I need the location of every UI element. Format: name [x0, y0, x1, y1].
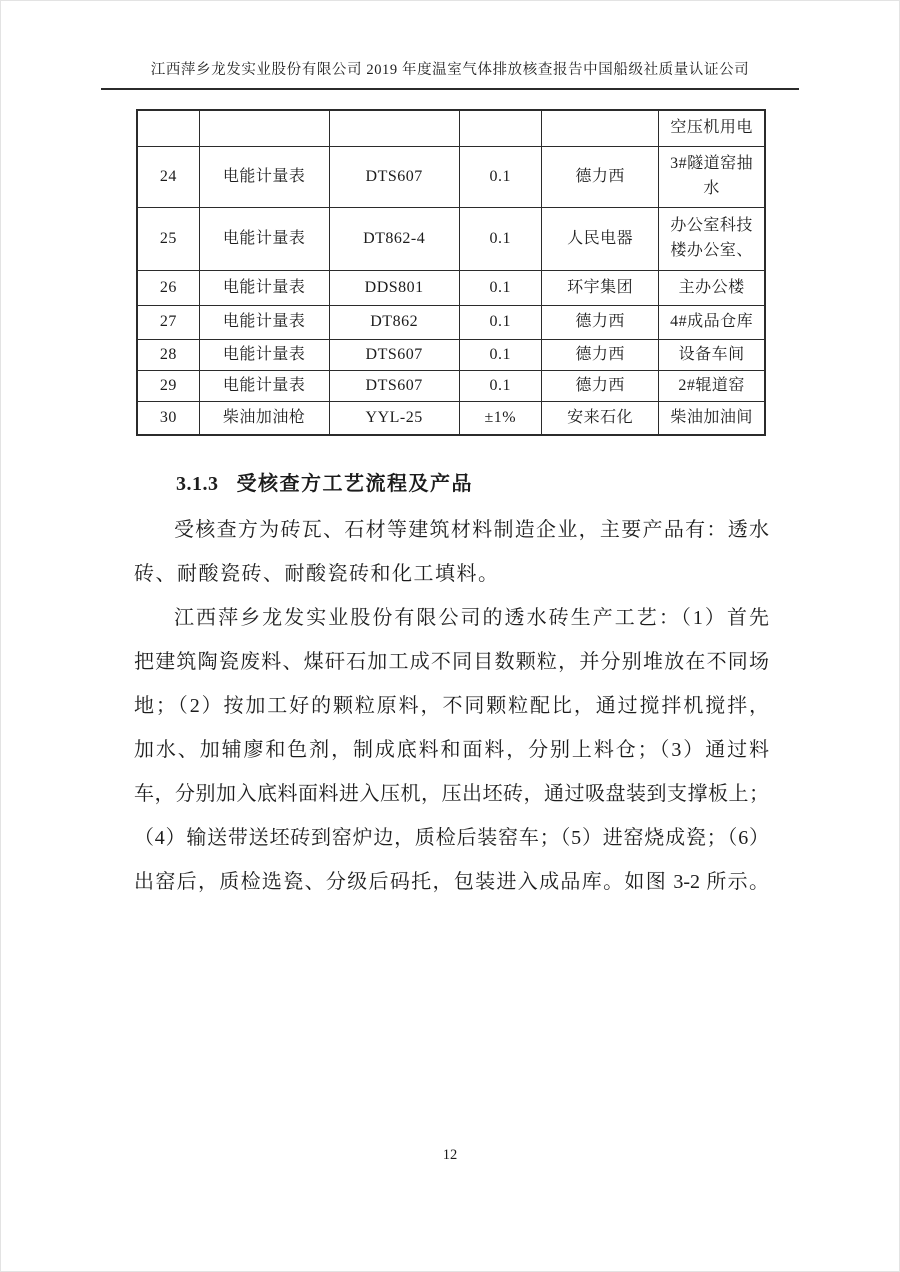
paragraph-line: 把建筑陶瓷废料、煤矸石加工成不同目数颗粒，并分别堆放在不同场 [134, 651, 769, 673]
table-row [137, 340, 765, 371]
purpose-cell: 办公室科技楼办公室、 [659, 208, 765, 271]
device-name-cell: 电能计量表 [199, 340, 329, 371]
manufacturer-cell: 德力西 [541, 340, 658, 371]
table-row [137, 271, 765, 306]
purpose-cell: 柴油加油间 [659, 402, 765, 436]
device-name-cell: 电能计量表 [199, 147, 329, 208]
device-name-cell: 电能计量表 [199, 208, 329, 271]
model-cell: DT862-4 [329, 208, 459, 271]
paragraph-line: 受核查方为砖瓦、石材等建筑材料制造企业，主要产品有：透水 [174, 519, 769, 541]
paragraph-line: 地；（2）按加工好的颗粒原料，不同颗粒配比，通过搅拌机搅拌， [134, 695, 769, 717]
page-number: 12 [442, 1147, 458, 1163]
model-cell: DT862 [329, 306, 459, 340]
model-cell: YYL-25 [329, 402, 459, 436]
model-cell: DDS801 [329, 271, 459, 306]
accuracy-cell: 0.1 [459, 271, 541, 306]
row-number-cell: 24 [137, 147, 199, 208]
table-row [137, 147, 765, 208]
measurement-devices-table [136, 109, 766, 436]
manufacturer-cell: 人民电器 [541, 208, 658, 271]
purpose-cell: 主办公楼 [659, 271, 765, 306]
manufacturer-cell: 德力西 [541, 306, 658, 340]
model-cell: DTS607 [329, 371, 459, 402]
row-number-cell: 30 [137, 402, 199, 436]
purpose-cell: 2#辊道窑 [659, 371, 765, 402]
accuracy-cell: 0.1 [459, 340, 541, 371]
accuracy-cell: 0.1 [459, 147, 541, 208]
device-name-cell: 电能计量表 [199, 306, 329, 340]
paragraph-line: 出窑后，质检选瓷、分级后码托，包装进入成品库。如图 3-2 所示。 [134, 871, 769, 893]
model-cell: DTS607 [329, 340, 459, 371]
table-row [137, 402, 765, 436]
page-header: 江西萍乡龙发实业股份有限公司 2019 年度温室气体排放核查报告中国船级社质量认证公司 [101, 58, 799, 90]
measurement-devices-table-container [136, 109, 766, 436]
manufacturer-cell: 德力西 [541, 147, 658, 208]
paragraph-line: （4）输送带送坯砖到窑炉边，质检后装窑车；（5）进窑烧成瓷；（6） [134, 827, 769, 849]
table-row [137, 306, 765, 340]
paragraph-line: 车，分别加入底料面料进入压机，压出坯砖，通过吸盘装到支撑板上； [134, 783, 769, 805]
purpose-cell: 3#隧道窑抽水 [659, 147, 765, 208]
row-number-cell: 26 [137, 271, 199, 306]
manufacturer-cell [541, 110, 658, 147]
accuracy-cell: 0.1 [459, 208, 541, 271]
section-heading [176, 467, 473, 496]
row-number-cell [137, 110, 199, 147]
row-number-cell: 29 [137, 371, 199, 402]
device-name-cell: 柴油加油枪 [199, 402, 329, 436]
table-row [137, 371, 765, 402]
paragraph-line: 江西萍乡龙发实业股份有限公司的透水砖生产工艺：（1）首先 [174, 607, 769, 629]
accuracy-cell: 0.1 [459, 371, 541, 402]
manufacturer-cell: 环宇集团 [541, 271, 658, 306]
table-row [137, 208, 765, 271]
device-name-cell: 电能计量表 [199, 371, 329, 402]
section-title: 受核查方工艺流程及产品 [236, 473, 473, 495]
body-text [134, 508, 769, 904]
model-cell [329, 110, 459, 147]
row-number-cell: 25 [137, 208, 199, 271]
accuracy-cell: ±1% [459, 402, 541, 436]
accuracy-cell: 0.1 [459, 306, 541, 340]
purpose-cell: 空压机用电 [659, 110, 765, 147]
manufacturer-cell: 安来石化 [541, 402, 658, 436]
paragraph-line: 加水、加辅廖和色剂，制成底料和面料，分别上料仓；（3）通过料 [134, 739, 769, 761]
device-name-cell [199, 110, 329, 147]
model-cell: DTS607 [329, 147, 459, 208]
table-row [137, 110, 765, 147]
row-number-cell: 27 [137, 306, 199, 340]
device-name-cell: 电能计量表 [199, 271, 329, 306]
accuracy-cell [459, 110, 541, 147]
purpose-cell: 4#成品仓库 [659, 306, 765, 340]
manufacturer-cell: 德力西 [541, 371, 658, 402]
section-number: 3.1.3 [176, 473, 219, 495]
purpose-cell: 设备车间 [659, 340, 765, 371]
paragraph-line: 砖、耐酸瓷砖、耐酸瓷砖和化工填料。 [134, 563, 500, 585]
row-number-cell: 28 [137, 340, 199, 371]
